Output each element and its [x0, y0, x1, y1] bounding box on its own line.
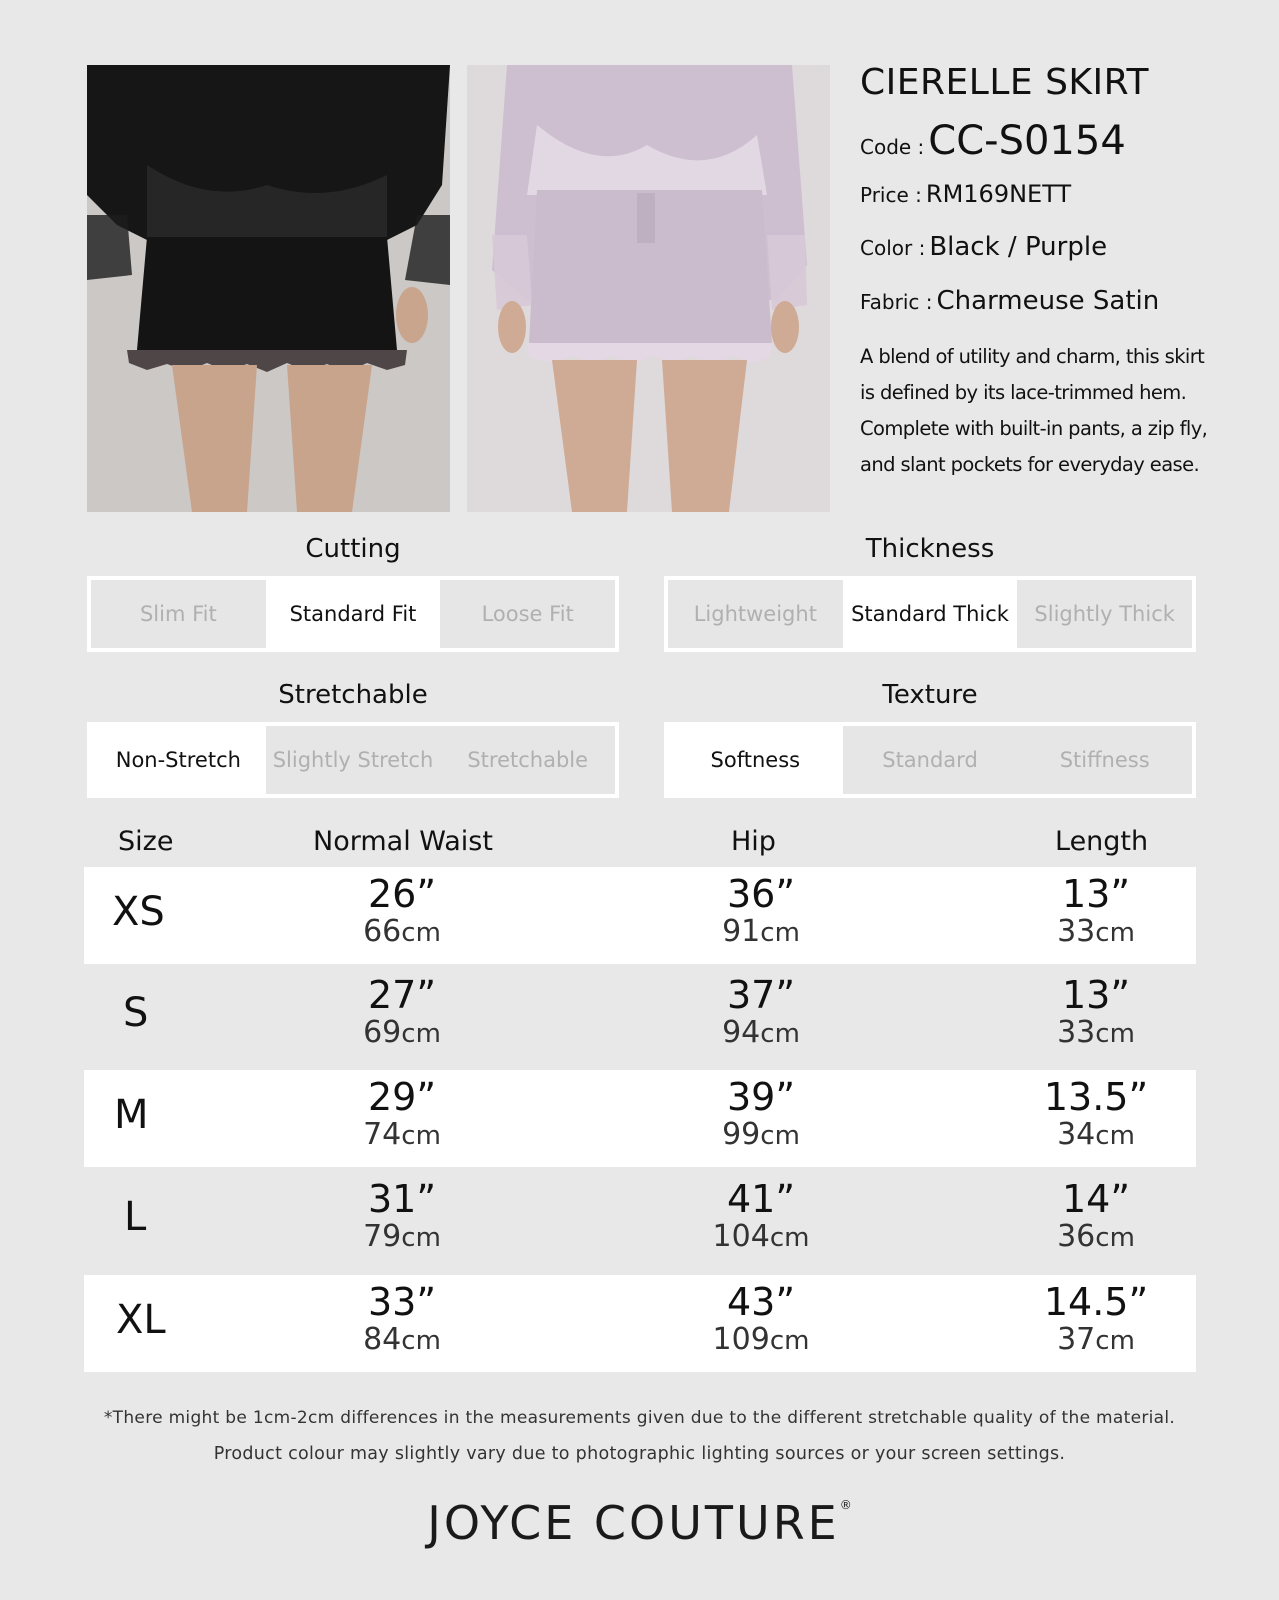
- size-label: XS: [112, 889, 165, 935]
- hip-cm: 109: [712, 1322, 770, 1357]
- product-color-row: [860, 232, 1107, 262]
- hip-inches: 39”: [726, 1075, 796, 1119]
- waist-cell: [302, 1281, 502, 1358]
- waist-cell: [302, 1076, 502, 1153]
- waist-header: Normal Waist: [313, 826, 493, 857]
- waist-cm: 66: [363, 914, 402, 949]
- thickness-selector: [664, 576, 1196, 652]
- registered-mark: ®: [839, 1498, 852, 1512]
- brand-logo: [0, 1496, 1279, 1550]
- waist-cm: 69: [363, 1015, 402, 1050]
- stretchable-option: Slightly Stretch: [266, 726, 441, 794]
- product-price: RM169NETT: [925, 180, 1072, 208]
- hip-cell: [661, 974, 861, 1051]
- cm-unit: cm: [401, 1019, 441, 1049]
- texture-option: Softness: [668, 726, 843, 794]
- waist-inches: 29”: [367, 1075, 437, 1119]
- texture-selector: [664, 722, 1196, 798]
- hip-inches: 36”: [726, 872, 796, 916]
- length-cm: 36: [1057, 1219, 1096, 1254]
- cutting-selector: [87, 576, 619, 652]
- cutting-option: Standard Fit: [266, 580, 441, 648]
- size-label: L: [124, 1194, 147, 1240]
- waist-cell: [302, 873, 502, 950]
- size-label: M: [114, 1092, 149, 1138]
- cm-unit: cm: [1095, 918, 1135, 948]
- hip-cm: 99: [722, 1117, 761, 1152]
- size-label: S: [123, 990, 149, 1036]
- product-code: CC-S0154: [928, 118, 1126, 164]
- thickness-option: Lightweight: [668, 580, 843, 648]
- hip-cm: 104: [712, 1219, 770, 1254]
- waist-inches: 26”: [367, 872, 437, 916]
- fabric-label: Fabric :: [860, 290, 933, 314]
- size-row: [84, 1275, 1196, 1372]
- brand-name: JOYCE COUTURE: [427, 1496, 840, 1550]
- waist-inches: 27”: [367, 973, 437, 1017]
- code-label: Code :: [860, 135, 925, 159]
- waist-cm: 74: [363, 1117, 402, 1152]
- waist-cm: 84: [363, 1322, 402, 1357]
- cutting-option: Slim Fit: [91, 580, 266, 648]
- cm-unit: cm: [401, 1121, 441, 1151]
- hip-cm: 94: [722, 1015, 761, 1050]
- waist-inches: 31”: [367, 1177, 437, 1221]
- hip-cell: [661, 873, 861, 950]
- cm-unit: cm: [401, 1223, 441, 1253]
- product-price-row: [860, 180, 1071, 208]
- product-fabric-row: [860, 286, 1159, 316]
- length-inches: 13”: [1061, 872, 1131, 916]
- colour-note: Product colour may slightly vary due to photographic lighting sources or your screen settings.: [213, 1444, 1066, 1464]
- length-header: Length: [1055, 826, 1149, 857]
- length-inches: 13”: [1061, 973, 1131, 1017]
- product-description: A blend of utility and charm, this skirt is defined by its lace-trimmed hem. Complete with built-in pants, a zip fly, and slant pockets for everyday ease.: [860, 345, 1208, 476]
- product-code-row: [860, 118, 1126, 164]
- cm-unit: cm: [769, 1223, 810, 1253]
- cm-unit: cm: [760, 1121, 800, 1151]
- size-row: [84, 968, 1196, 1065]
- size-header: Size: [118, 826, 174, 857]
- texture-option: Standard: [843, 726, 1018, 794]
- size-row: [84, 1172, 1196, 1269]
- measurement-note: *There might be 1cm-2cm differences in the measurements given due to the different stretchable quality of the material.: [103, 1408, 1176, 1428]
- product-photo-black: [87, 65, 450, 512]
- hip-inches: 37”: [726, 973, 796, 1017]
- stretchable-title: Stretchable: [278, 680, 428, 710]
- product-info: [860, 62, 1220, 476]
- cm-unit: cm: [769, 1326, 810, 1356]
- product-title: CIERELLE SKIRT: [860, 62, 1150, 103]
- thickness-option: Slightly Thick: [1017, 580, 1192, 648]
- cm-unit: cm: [1095, 1326, 1135, 1356]
- product-color: Black / Purple: [929, 232, 1108, 262]
- length-cm: 33: [1057, 1015, 1096, 1050]
- length-cm: 33: [1057, 914, 1096, 949]
- waist-cell: [302, 1178, 502, 1255]
- stretchable-selector: [87, 722, 619, 798]
- cm-unit: cm: [401, 918, 441, 948]
- length-cell: [996, 974, 1196, 1051]
- price-label: Price :: [860, 183, 922, 207]
- cm-unit: cm: [1095, 1223, 1135, 1253]
- hip-cell: [661, 1076, 861, 1153]
- hip-cell: [661, 1178, 861, 1255]
- length-inches: 13.5”: [1043, 1075, 1149, 1119]
- product-photo-purple: [467, 65, 830, 512]
- length-cell: [996, 873, 1196, 950]
- cutting-option: Loose Fit: [440, 580, 615, 648]
- waist-cell: [302, 974, 502, 1051]
- size-row: [84, 1070, 1196, 1167]
- length-cm: 34: [1057, 1117, 1096, 1152]
- hip-header: Hip: [731, 826, 776, 857]
- length-cell: [996, 1281, 1196, 1358]
- size-label: XL: [116, 1297, 166, 1343]
- cm-unit: cm: [760, 1019, 800, 1049]
- hip-inches: 41”: [726, 1177, 796, 1221]
- length-cm: 37: [1057, 1322, 1096, 1357]
- cm-unit: cm: [1095, 1121, 1135, 1151]
- color-label: Color :: [860, 236, 926, 260]
- product-fabric: Charmeuse Satin: [936, 286, 1160, 316]
- texture-title: Texture: [882, 680, 978, 710]
- hip-inches: 43”: [726, 1280, 796, 1324]
- stretchable-option: Non-Stretch: [91, 726, 266, 794]
- cutting-title: Cutting: [305, 534, 401, 564]
- hip-cell: [661, 1281, 861, 1358]
- stretchable-option: Stretchable: [440, 726, 615, 794]
- length-cell: [996, 1178, 1196, 1255]
- hip-cm: 91: [722, 914, 761, 949]
- thickness-title: Thickness: [865, 534, 995, 564]
- length-inches: 14.5”: [1043, 1280, 1149, 1324]
- cm-unit: cm: [760, 918, 800, 948]
- cm-unit: cm: [401, 1326, 441, 1356]
- length-inches: 14”: [1061, 1177, 1131, 1221]
- waist-cm: 79: [363, 1219, 402, 1254]
- waist-inches: 33”: [367, 1280, 437, 1324]
- texture-option: Stiffness: [1017, 726, 1192, 794]
- size-row: [84, 867, 1196, 964]
- thickness-option: Standard Thick: [843, 580, 1018, 648]
- cm-unit: cm: [1095, 1019, 1135, 1049]
- length-cell: [996, 1076, 1196, 1153]
